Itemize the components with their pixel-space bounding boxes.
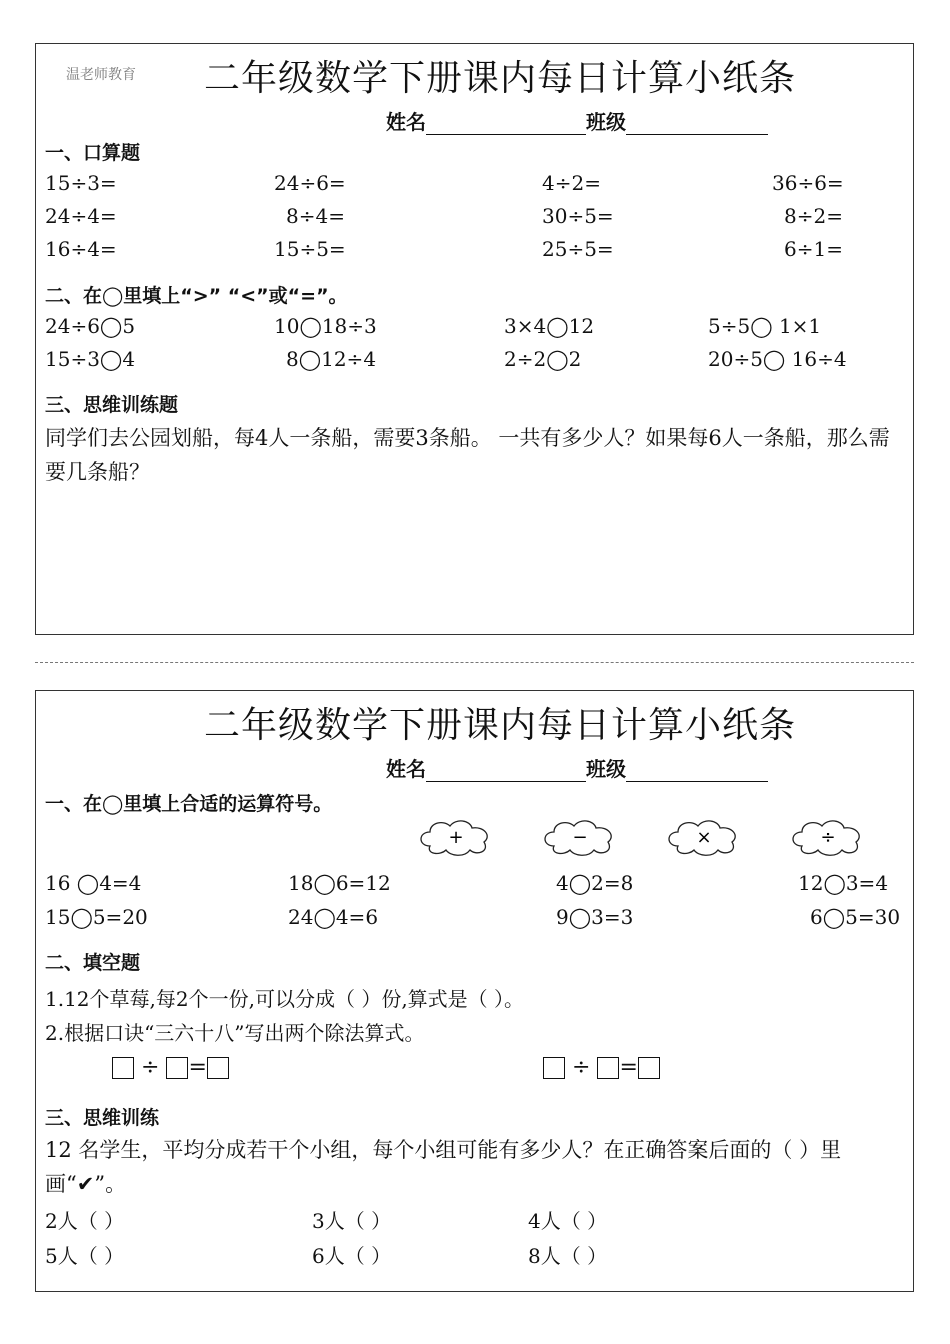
problem-item: 24÷6= — [274, 171, 346, 195]
section-heading: 三、思维训练题 — [45, 394, 179, 416]
worksheet-card-2 — [35, 690, 914, 1292]
problem-item: 24÷4= — [45, 204, 117, 228]
word-problem-text: 同学们去公园划船，每4人一条船，需要3条船。 一共有多少人？如果每6人一条船，那么需要几条船？ — [45, 426, 890, 484]
problem-item: 15◯5=20 — [45, 905, 148, 929]
answer-box[interactable] — [166, 1057, 188, 1079]
problem-item: 5÷5◯ 1×1 — [708, 314, 822, 338]
divide-sign: ÷ — [141, 1055, 160, 1080]
problem-item: 18◯6=12 — [288, 871, 391, 895]
name-label: 姓名 — [386, 757, 426, 781]
problem-item: 15÷5= — [274, 237, 346, 261]
fill-blank-question-1: 1.12个草莓,每2个一份,可以分成（ ）份,算式是（ ）。 — [45, 987, 525, 1011]
answer-option: 3人（ ） — [312, 1209, 392, 1233]
operator-symbol: − — [572, 827, 588, 848]
cloud-plus-icon — [416, 816, 496, 858]
section-heading: 二、填空题 — [45, 952, 141, 974]
box-equation-2 — [543, 1055, 660, 1080]
cloud-minus-icon — [540, 816, 620, 858]
problem-item: 16÷4= — [45, 237, 117, 261]
name-class-line — [386, 106, 768, 135]
problem-item: 16 ◯4=4 — [45, 871, 142, 895]
problem-item: 24÷6◯5 — [45, 314, 136, 338]
answer-option: 8人（ ） — [528, 1244, 608, 1268]
answer-box[interactable] — [638, 1057, 660, 1079]
cut-line-divider — [35, 662, 914, 663]
problem-item: 4◯2=8 — [556, 871, 634, 895]
problem-item: 24◯4=6 — [288, 905, 379, 929]
name-label: 姓名 — [386, 110, 426, 134]
worksheet-title: 二年级数学下册课内每日计算小纸条 — [204, 705, 797, 746]
problem-item: 10◯18÷3 — [274, 314, 377, 338]
name-class-line — [386, 753, 768, 782]
name-blank[interactable] — [426, 114, 586, 135]
operator-symbol: + — [448, 827, 464, 848]
problem-item: 6◯5=30 — [810, 905, 901, 929]
answer-box[interactable] — [543, 1057, 565, 1079]
problem-item: 8◯12÷4 — [286, 347, 377, 371]
problem-item: 3×4◯12 — [504, 314, 595, 338]
problem-item: 25÷5= — [542, 237, 614, 261]
watermark: 温老师教育 — [66, 67, 136, 83]
problem-item: 15÷3◯4 — [45, 347, 136, 371]
worksheet-title: 二年级数学下册课内每日计算小纸条 — [204, 58, 797, 99]
equals-sign: = — [188, 1055, 207, 1080]
problem-item: 15÷3= — [45, 171, 117, 195]
worksheet-card-1 — [35, 43, 914, 635]
box-equation-1 — [112, 1055, 229, 1080]
problem-item: 8÷2= — [784, 204, 843, 228]
problem-item: 20÷5◯ 16÷4 — [708, 347, 847, 371]
cloud-times-icon — [664, 816, 744, 858]
fill-blank-question-2: 2.根据口诀“三六十八”写出两个除法算式。 — [45, 1021, 425, 1045]
problem-item: 4÷2= — [542, 171, 601, 195]
class-blank[interactable] — [626, 761, 768, 782]
answer-box[interactable] — [597, 1057, 619, 1079]
problem-item: 12◯3=4 — [798, 871, 889, 895]
operator-symbol: ÷ — [820, 827, 836, 848]
answer-option: 5人（ ） — [45, 1244, 125, 1268]
equals-sign: = — [619, 1055, 638, 1080]
problem-item: 6÷1= — [784, 237, 843, 261]
answer-option: 2人（ ） — [45, 1209, 125, 1233]
word-problem-text: 12 名学生，平均分成若干个小组，每个小组可能有多少人？在正确答案后面的（ ）里画“✔”。 — [45, 1138, 842, 1196]
class-label: 班级 — [586, 757, 626, 781]
section-heading: 一、在◯里填上合适的运算符号。 — [45, 793, 333, 815]
name-blank[interactable] — [426, 761, 586, 782]
problem-item: 8÷4= — [286, 204, 345, 228]
cloud-divide-icon — [788, 816, 868, 858]
operator-symbol: × — [696, 827, 712, 848]
answer-box[interactable] — [207, 1057, 229, 1079]
class-label: 班级 — [586, 110, 626, 134]
problem-item: 36÷6= — [772, 171, 844, 195]
answer-option: 4人（ ） — [528, 1209, 608, 1233]
section-heading: 二、在◯里填上“>” “<”或“=”。 — [45, 285, 348, 307]
answer-option: 6人（ ） — [312, 1244, 392, 1268]
problem-item: 30÷5= — [542, 204, 614, 228]
section-heading: 三、思维训练 — [45, 1107, 160, 1129]
answer-box[interactable] — [112, 1057, 134, 1079]
problem-item: 2÷2◯2 — [504, 347, 582, 371]
section-heading: 一、口算题 — [45, 142, 141, 164]
problem-item: 9◯3=3 — [556, 905, 634, 929]
divide-sign: ÷ — [572, 1055, 591, 1080]
class-blank[interactable] — [626, 114, 768, 135]
